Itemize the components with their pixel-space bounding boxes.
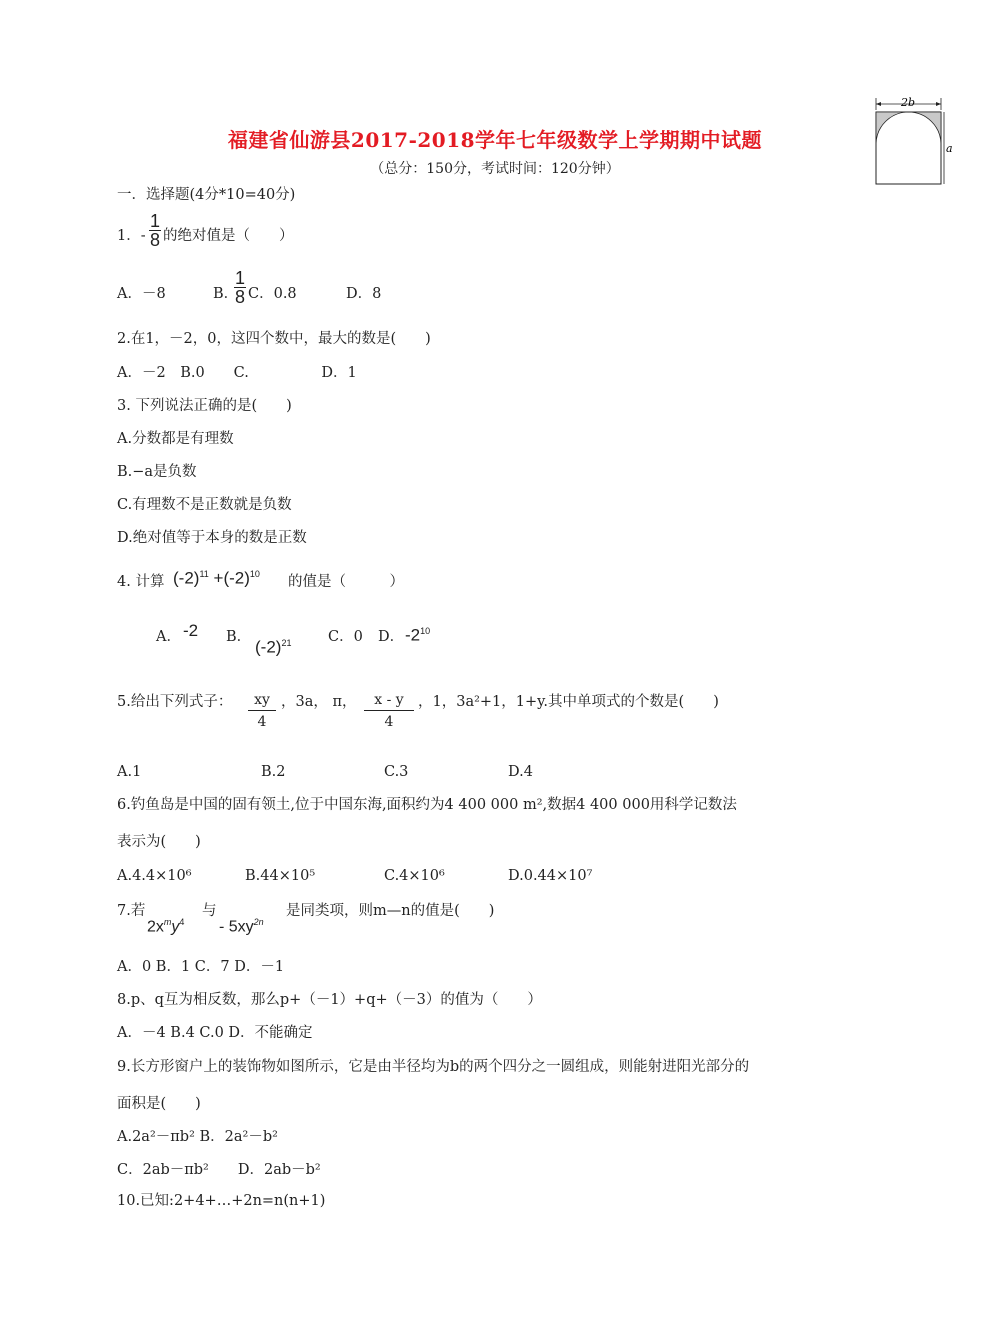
q5-option-b: B.2 [261, 764, 286, 780]
q5-f2-num: x - y [364, 690, 414, 711]
q4-option-b-label: B． [226, 629, 252, 645]
q5-option-c: C.3 [384, 764, 409, 780]
q7-t1-exp: m [163, 917, 172, 927]
q3-option-c: C.有理数不是正数就是负数 [117, 497, 292, 513]
q5-option-a: A.1 [117, 764, 142, 780]
q5-f1-den: 4 [257, 714, 267, 730]
q4-base1: (-2) [173, 568, 200, 588]
q4-optb-base: (-2) [255, 637, 282, 657]
q6-line2: 表示为( ) [117, 834, 201, 850]
q1-fraction [148, 212, 162, 249]
q6-option-d: D.0.44×10⁷ [508, 868, 593, 884]
q4-optd-exp: 10 [420, 626, 431, 636]
q2-text: 2.在1，－2，0，这四个数中，最大的数是( ) [117, 331, 431, 347]
q6-option-b: B.44×10⁵ [245, 868, 316, 884]
q7-prefix: 7.若 [117, 903, 146, 919]
q4-optb-exp: 21 [281, 638, 292, 648]
q7-options: A．0 B．1 C．7 D．－1 [117, 959, 285, 975]
q5-fraction-1 [248, 690, 276, 733]
q1-option-c: C．0.8 [248, 286, 297, 302]
figure-top-label: 2b [900, 96, 916, 109]
q4-exp1: 11 [199, 569, 209, 579]
q4-option-d-value [405, 621, 430, 646]
q4-option-c: C．0 [328, 629, 363, 645]
exam-info: （总分：150分，考试时间：120分钟） [370, 161, 620, 177]
q10-text: 10.已知:2+4+…+2n=n(n+1) [117, 1193, 326, 1209]
q1-optb-den: 8 [234, 287, 245, 307]
q5-option-d: D.4 [508, 764, 533, 780]
q4-base2: +(-2) [213, 568, 250, 588]
q1-option-d: D．8 [346, 286, 382, 302]
q1-text: 的绝对值是（ ） [163, 228, 294, 244]
q2-options: A．－2 B.0 C. D．1 [117, 365, 357, 381]
q3-option-d: D.绝对值等于本身的数是正数 [117, 530, 307, 546]
q5-suffix: ，1，3a²+1，1+y.其中单项式的个数是( ) [418, 694, 719, 710]
q7-t1-y: y [171, 918, 180, 936]
q7-term1 [147, 912, 184, 937]
q6-option-a: A.4.4×10⁶ [117, 868, 192, 884]
q4-option-d-label: D． [378, 629, 405, 645]
q5-middle: ，3a， π， [281, 694, 357, 710]
q4-expression [173, 564, 260, 589]
q4-prefix: 4. 计算 [117, 574, 165, 590]
q9-line1: 9.长方形窗户上的装饰物如图所示，它是由半径均为b的两个四分之一圆组成，则能射进阳光部分的 [117, 1059, 750, 1075]
q7-t1-yexp: 4 [179, 917, 185, 927]
q5-f2-den: 4 [384, 714, 394, 730]
q9-options-cd: C．2ab－πb² D．2ab－b² [117, 1162, 321, 1178]
q4-optd-base: -2 [405, 625, 421, 645]
q4-exp2: 10 [249, 569, 260, 579]
q4-option-a-value: -2 [183, 621, 199, 640]
q5-f1-num: xy [248, 690, 276, 711]
section-heading: 一．选择题(4分*10=40分) [117, 187, 296, 203]
q7-t1-base: 2x [147, 918, 164, 936]
q9-options-ab: A.2a²－πb² B．2a²－b² [117, 1129, 278, 1145]
q3-option-a: A.分数都是有理数 [117, 431, 234, 447]
q7-t2-exp: 2n [253, 917, 264, 927]
q4-suffix: 的值是（ ） [288, 574, 404, 590]
q1-prefix: 1．- [117, 228, 146, 244]
q1-frac-num: 1 [149, 211, 160, 231]
q7-term2 [219, 912, 264, 937]
figure-side-label: a [946, 142, 953, 155]
q6-option-c: C.4×10⁶ [384, 868, 445, 884]
q4-option-b-value [255, 633, 291, 658]
q4-option-a-label: A． [156, 629, 181, 645]
q9-line2: 面积是( ) [117, 1096, 201, 1112]
q7-and: 与 [202, 903, 217, 919]
q6-line1: 6.钓鱼岛是中国的固有领土,位于中国东海,面积约为4 400 000 m²,数据4 400 000用科学记数法 [117, 797, 737, 813]
q3-option-b: B.−a是负数 [117, 464, 197, 480]
q8-options: A．－4 B.4 C.0 D．不能确定 [117, 1025, 313, 1041]
q1-optb-num: 1 [234, 268, 245, 288]
q7-t2-base: - 5xy [219, 918, 254, 936]
q8-text: 8.p、q互为相反数，那么p+（－1）+q+（－3）的值为（ ） [117, 992, 542, 1008]
q5-fraction-2 [364, 690, 414, 733]
page-title: 福建省仙游县2017-2018学年七年级数学上学期期中试题 [227, 128, 763, 152]
q3-text: 3. 下列说法正确的是( ) [117, 398, 292, 414]
q7-suffix: 是同类项，则m—n的值是( ) [286, 903, 495, 919]
q1-option-b-fraction [233, 269, 247, 306]
q1-option-a: A．－8 [117, 286, 166, 302]
q1-frac-den: 8 [149, 230, 160, 250]
q5-prefix: 5.给出下列式子： [117, 694, 233, 710]
q1-option-b-label: B． [213, 286, 239, 302]
